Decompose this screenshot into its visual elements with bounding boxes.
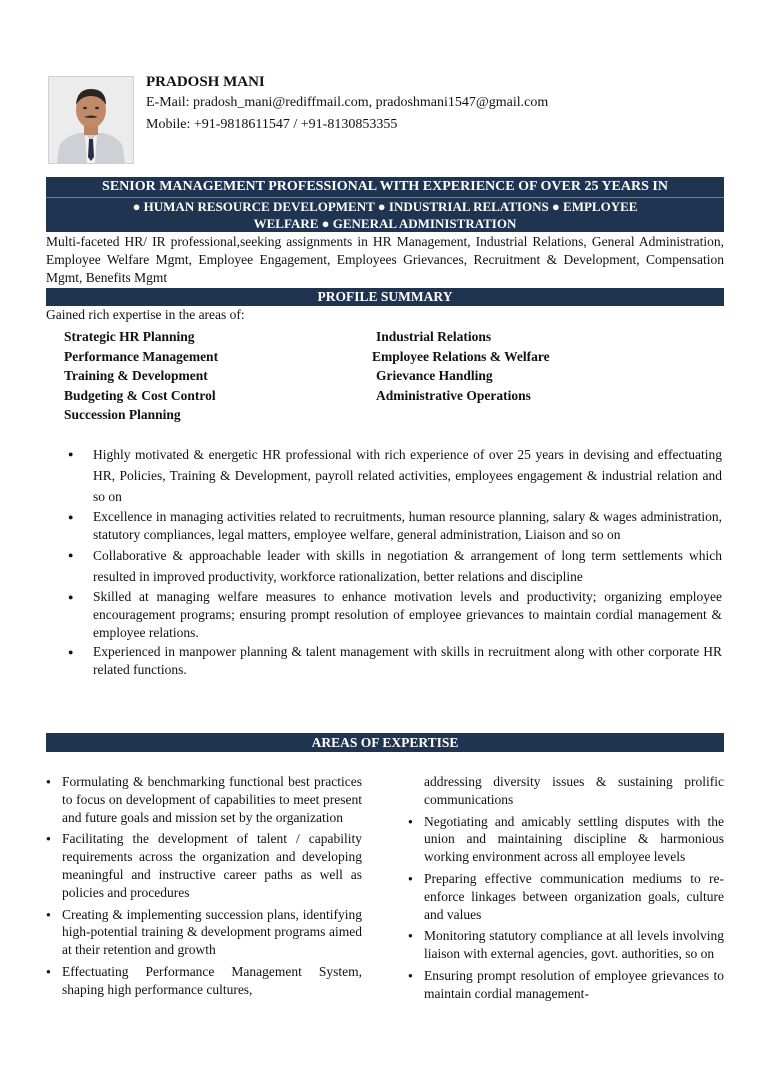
headline-line-1: SENIOR MANAGEMENT PROFESSIONAL WITH EXPERIENCE OF OVER 25 YEARS IN [102, 179, 668, 194]
list-item: ● Effectuating Performance Management System, shaping high performance cultures, [46, 963, 362, 999]
expertise-left-column [46, 773, 362, 1003]
skill-item: Training & Development [64, 368, 208, 383]
candidate-name: PRADOSH MANI [146, 74, 265, 90]
skill-item: Administrative Operations [376, 387, 531, 403]
skills-grid [64, 327, 724, 425]
skill-item: Strategic HR Planning [64, 329, 195, 344]
expertise-right-column [408, 773, 724, 1007]
list-item: ● Experienced in manpower planning & talent management with skills in recruitment along with other corporate HR related functions. [66, 643, 722, 679]
skill-item: Budgeting & Cost Control [64, 387, 216, 403]
profile-photo [48, 76, 134, 164]
section-heading-label: AREAS OF EXPERTISE [311, 735, 459, 750]
headline-line-2: ● HUMAN RESOURCE DEVELOPMENT ● INDUSTRIAL RELATIONS ● EMPLOYEE [132, 199, 638, 214]
section-heading-label: PROFILE SUMMARY [317, 289, 453, 304]
list-item-continuation: addressing diversity issues & sustaining prolific communications [424, 774, 724, 807]
skill-item: Employee Relations & Welfare [372, 348, 550, 364]
expertise-intro: Gained rich expertise in the areas of: [46, 307, 245, 322]
list-item: ● Highly motivated & energetic HR professional with rich experience of over 25 years in devising and effectuating HR, Policies, Training & Development, payroll related activities, employees engagement & industrial relation and so on [66, 444, 722, 507]
mobile-line: Mobile: +91-9818611547 / +91-8130853355 [146, 117, 398, 132]
section-heading-areas-of-expertise [46, 733, 724, 752]
profile-bullet-list [66, 444, 722, 680]
skill-item: Succession Planning [64, 407, 181, 422]
list-item: ● Collaborative & approachable leader with skills in negotiation & arrangement of long term settlements which resulted in improved productivity, workforce rationalization, better relations and discipline [66, 545, 722, 587]
list-item: ● Preparing effective communication mediums to re-enforce linkages between organization goals, culture and values [408, 870, 724, 923]
list-item: ● Negotiating and amicably settling disputes with the union and maintaining discipline & harmonious working environment across all employee levels [408, 813, 724, 866]
skill-item: Performance Management [64, 348, 219, 364]
summary-paragraph: Multi-faceted HR/ IR professional,seeking assignments in HR Management, Industrial Relations, General Administration, Employee Welfare Mgmt, Employee Engagement, Employees Grievances, Recruitment & Development, Compensation Mgmt, Benefits Mgmt [46, 234, 724, 285]
list-item: ● Creating & implementing succession plans, identifying high-potential training & development programs aimed at their retention and growth [46, 906, 362, 959]
list-item: ● Monitoring statutory compliance at all levels involving liaison with external agencies, govt. authorities, so on [408, 927, 724, 963]
skill-item: Industrial Relations [376, 329, 492, 344]
headline-banner [46, 177, 724, 197]
list-item: ● Formulating & benchmarking functional best practices to focus on development of capabilities to meet present and future goals and mission set by the organization [46, 773, 362, 826]
list-item: ● Excellence in managing activities related to recruitments, human resource planning, salary & wages administration, statutory compliances, legal matters, employee welfare, general administration, Liaison and so on [66, 508, 722, 544]
skill-item: Grievance Handling [376, 368, 493, 383]
list-item: ● Skilled at managing welfare measures to enhance motivation levels and productivity; organizing employee encouragement programs; ensuring prompt resolution of employee grievances to maintain cordial management & employee relations. [66, 588, 722, 642]
email-line: E-Mail: pradosh_mani@rediffmail.com, pradoshmani1547@gmail.com [146, 95, 549, 110]
section-heading-profile-summary [46, 288, 724, 306]
list-item: ● Facilitating the development of talent / capability requirements across the organization and developing meaningful and instructive career paths as well as policies and procedures [46, 830, 362, 901]
person-portrait-icon [49, 77, 133, 163]
list-item: ● Ensuring prompt resolution of employee grievances to maintain cordial management- [408, 967, 724, 1003]
headline-banner-specialties [46, 197, 724, 232]
headline-line-3: WELFARE ● GENERAL ADMINISTRATION [253, 216, 517, 231]
